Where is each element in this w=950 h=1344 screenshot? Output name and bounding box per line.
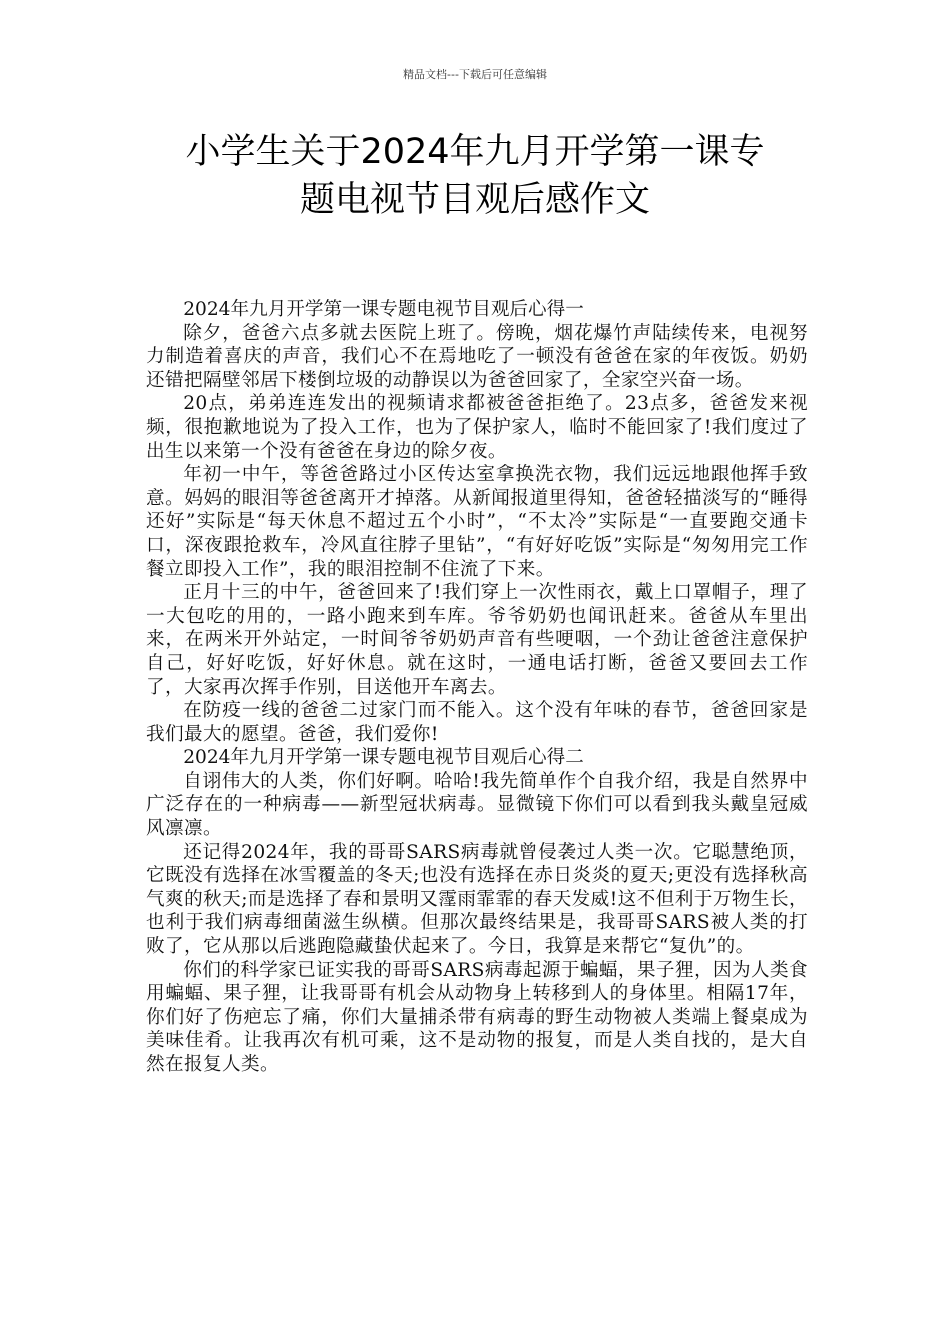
section-heading-2: 2024年九月开学第一课专题电视节目观后心得二 [183, 747, 584, 769]
title-line-2: 题电视节目观后感作文 [299, 180, 650, 220]
paragraph: 除夕，爸爸六点多就去医院上班了。傍晚，烟花爆竹声陆续传来，电视努力制造着喜庆的声音，我们心不在焉地吃了一顿没有爸爸在家的年夜饭。奶奶还错把隔壁邻居下楼倒垃圾的动静误以为爸爸回家了，全家空兴奋一场。 [146, 322, 808, 391]
paragraph: 在防疫一线的爸爸二过家门而不能入。这个没有年味的春节，爸爸回家是我们最大的愿望。爸爸，我们爱你! [146, 700, 808, 745]
section-heading-1: 2024年九月开学第一课专题电视节目观后心得一 [183, 299, 584, 320]
paragraph: 20点，弟弟连连发出的视频请求都被爸爸拒绝了。23点多，爸爸发来视频，很抱歉地说为了投入工作，也为了保护家人，临时不能回家了!我们度过了出生以来第一个没有爸爸在身边的除夕夜。 [146, 393, 808, 462]
paragraph: 自诩伟大的人类，你们好啊。哈哈!我先简单作个自我介绍，我是自然界中广泛存在的一种病毒——新型冠状病毒。显微镜下你们可以看到我头戴皇冠威风凛凛。 [146, 770, 808, 840]
paragraph: 你们的科学家已证实我的哥哥SARS病毒起源于蝙蝠，果子狸，因为人类食用蝙蝠、果子狸，让我哥哥有机会从动物身上转移到人的身体里。相隔17年，你们好了伤疤忘了痛，你们大量捕杀带有病毒的野生动物被人类端上餐桌成为美味佳肴。让我再次有机可乘，这不是动物的报复，而是人类自找的，是大自然在报复人类。 [146, 959, 808, 1075]
header-note: 精品文档---下载后可任意编辑 [403, 68, 547, 81]
paragraph: 还记得2024年，我的哥哥SARS病毒就曾侵袭过人类一次。它聪慧绝顶，它既没有选择在冰雪覆盖的冬天;也没有选择在赤日炎炎的夏天;更没有选择秋高气爽的秋天;而是选择了春和景明又霪雨霏霏的春天发威!这不但利于万物生长，也利于我们病毒细菌滋生纵横。但那次最终结果是，我哥哥SARS被人类的打败了，它从那以后逃跑隐藏蛰伏起来了。今日，我算是来帮它“复仇”的。 [146, 841, 808, 958]
title-line-1: 小学生关于2024年九月开学第一课专 [185, 132, 765, 172]
document-title [150, 128, 800, 224]
document-body [146, 298, 808, 1077]
paragraph: 年初一中午，等爸爸路过小区传达室拿换洗衣物，我们远远地跟他挥手致意。妈妈的眼泪等爸爸离开才掉落。从新闻报道里得知，爸爸轻描淡写的“睡得还好”实际是“每天休息不超过五个小时”，“不太冷”实际是“一直要跑交通卡口，深夜跟抢救车，冷风直往脖子里钻”，“有好好吃饭”实际是“匆匆用完工作餐立即投入工作”，我的眼泪控制不住流了下来。 [146, 464, 808, 580]
paragraph: 正月十三的中午，爸爸回来了!我们穿上一次性雨衣，戴上口罩帽子，理了一大包吃的用的，一路小跑来到车库。爷爷奶奶也闻讯赶来。爸爸从车里出来，在两米开外站定，一时间爷爷奶奶声音有些哽咽，一个劲让爸爸注意保护自己，好好吃饭，好好休息。就在这时，一通电话打断，爸爸又要回去工作了，大家再次挥手作别，目送他开车离去。 [146, 582, 808, 698]
